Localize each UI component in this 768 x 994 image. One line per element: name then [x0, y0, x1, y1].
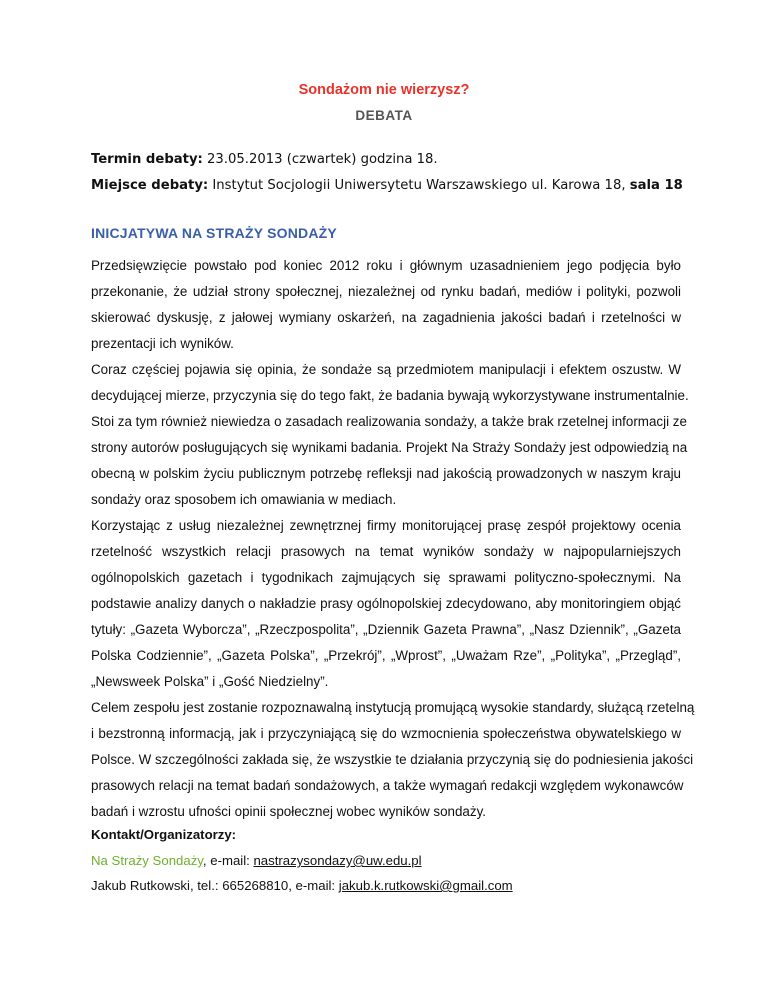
paragraph-line: „Newsweek Polska” i „Gość Niedzielny”. [91, 674, 329, 689]
org-email-label: , e-mail: [202, 853, 254, 868]
paragraph-line: prasowych relacji na temat badań sondażowych, a także wymagań redakcji względem wykonawców [91, 778, 684, 793]
org-email-link[interactable]: nastrazysondazy@uw.edu.pl [253, 853, 422, 868]
paragraph-line: Polska Codziennie”, „Gazeta Polska”, „Przekrój”, „Wprost”, „Uważam Rze”, „Polityka”, „Przegląd”, [91, 648, 681, 663]
contact-heading: Kontakt/Organizatorzy: [91, 827, 237, 842]
person-contact-text: Jakub Rutkowski, tel.: 665268810, e-mail: [91, 878, 339, 893]
paragraph-line: Przedsięwzięcie powstało pod koniec 2012 roku i głównym uzasadnieniem jego podjęcia było [91, 258, 681, 273]
paragraph-line: rzetelność wszystkich relacji prasowych na temat wyników sondaży w najpopularniejszych [91, 544, 681, 559]
paragraph-line: Polsce. W szczególności zakłada się, że wszystkie te działania przyczynią się do podniesienia jakości [91, 752, 694, 767]
paragraph-1 [91, 253, 681, 357]
debate-place [91, 178, 681, 193]
org-name: Na Straży Sondaży [91, 853, 203, 868]
paragraph-line: prezentacji ich wyników. [91, 336, 234, 351]
paragraph-line: strony autorów posługujących się wynikami badania. Projekt Na Straży Sondaży jest odpowiedzią na [91, 440, 688, 455]
paragraph-line: i bezstronną informacją, jak i przyczyniającą się do wzmocnienia społeczeństwa obywatelskiego w [91, 726, 681, 741]
section-heading: INICJATYWA NA STRAŻY SONDAŻY [91, 225, 337, 241]
paragraph-line: badań i wzrostu ufności opinii społecznej wobec wyników sondaży. [91, 804, 486, 819]
paragraph-line: Coraz częściej pojawia się opinia, że sondaże są przedmiotem manipulacji i efektem oszustw. W [91, 362, 681, 377]
paragraph-3 [91, 513, 681, 695]
paragraph-line: Stoi za tym również niewiedza o zasadach realizowania sondaży, a także brak rzetelnej informacji ze [91, 414, 687, 429]
paragraph-line: skierować dyskusję, z jałowej wymiany oskarżeń, na zagadnienia jakości badań i rzetelności w [91, 310, 681, 325]
paragraph-2 [91, 357, 689, 513]
debate-date [91, 152, 681, 167]
paragraph-line: przekonanie, że udział strony społecznej, niezależnej od rynku badań, mediów i polityki, pozwoli [91, 284, 681, 299]
contact-org-line [91, 853, 422, 868]
paragraph-line: sondaży oraz sposobem ich omawiania w mediach. [91, 492, 397, 507]
paragraph-line: ogólnopolskich gazetach i tygodnikach zajmujących się sprawami polityczno-społecznymi. Na [91, 570, 681, 585]
debate-date-label: Termin debaty: [91, 152, 203, 167]
paragraph-4 [91, 695, 695, 825]
paragraph-line: Celem zespołu jest zostanie rozpoznawalną instytucją promującą wysokie standardy, służącą rzetelną [91, 700, 695, 715]
paragraph-line: podstawie analizy danych o nakładzie prasy ogólnopolskiej zdecydowano, aby monitoringiem objąć [91, 596, 681, 611]
document-subtitle: DEBATA [355, 108, 413, 123]
debate-place-room: sala 18 [629, 178, 683, 193]
document-title: Sondażom nie wierzysz? [298, 82, 470, 98]
paragraph-line: obecną w polskim życiu publicznym potrzebę refleksji nad jakością prowadzonych w naszym kraju [91, 466, 681, 481]
debate-date-value: 23.05.2013 (czwartek) godzina 18. [202, 152, 438, 167]
paragraph-line: decydującej mierze, przyczynia się do tego fakt, że badania bywają wykorzystywane instrumentalnie. [91, 388, 689, 403]
contact-person-line [91, 878, 513, 893]
person-email-link[interactable]: jakub.k.rutkowski@gmail.com [338, 878, 513, 893]
debate-place-value: Instytut Socjologii Uniwersytetu Warszawskiego ul. Karowa 18, [208, 178, 630, 193]
paragraph-line: tytuły: „Gazeta Wyborcza”, „Rzeczpospolita”, „Dziennik Gazeta Prawna”, „Nasz Dziennik”, „Gazeta [91, 622, 681, 637]
paragraph-line: Korzystając z usług niezależnej zewnętrznej firmy monitorującej prasę zespół projektowy ocenia [91, 518, 681, 533]
debate-place-label: Miejsce debaty: [91, 178, 209, 193]
